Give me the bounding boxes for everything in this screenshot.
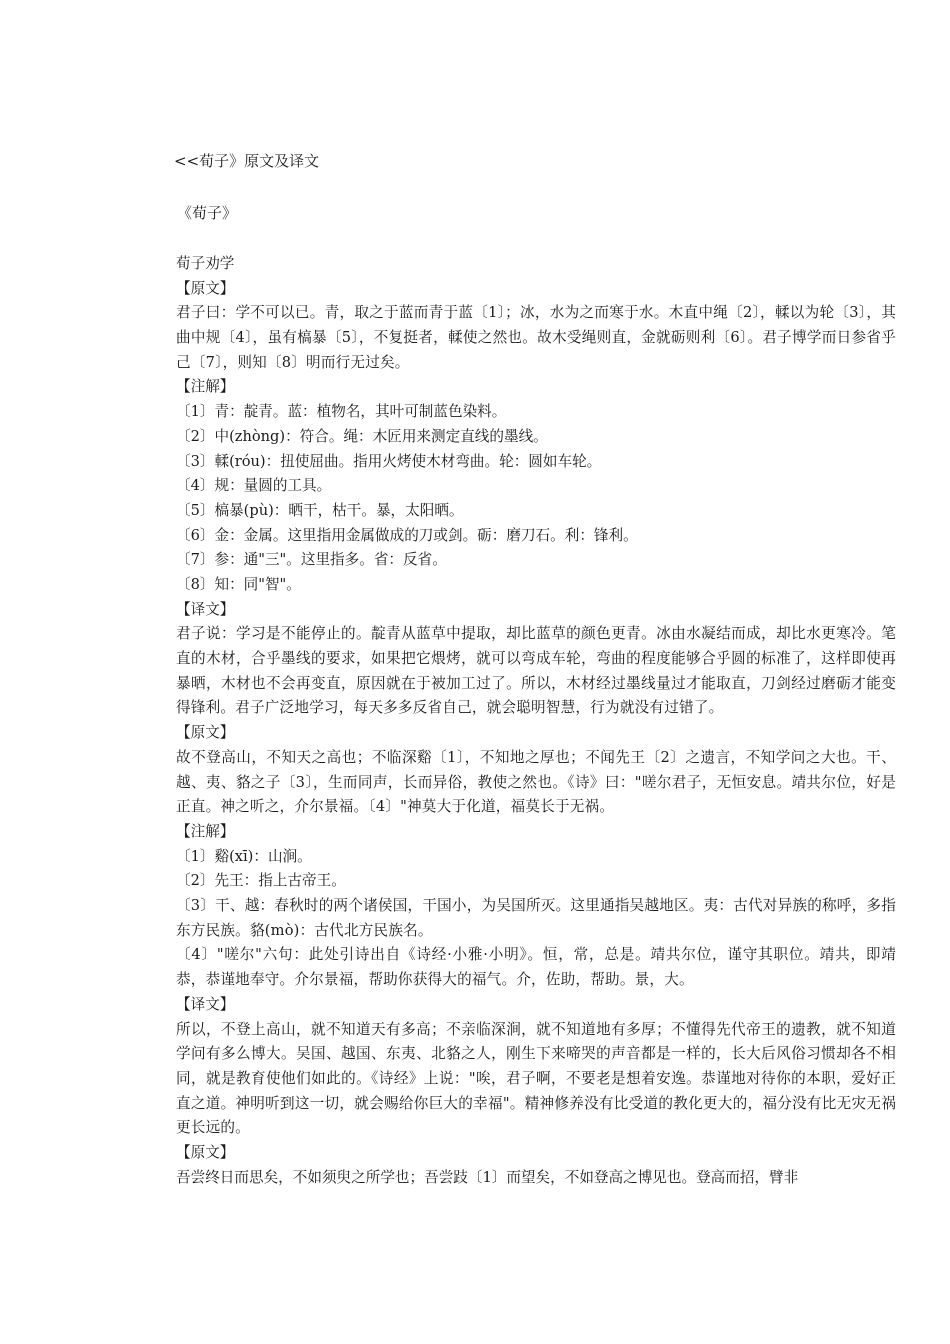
note-item: 〔6〕金：金属。这里指用金属做成的刀或剑。砺：磨刀石。利：锋利。 [176, 526, 638, 544]
original-text-paragraph: 君子曰：学不可以已。青，取之于蓝而青于蓝〔1〕；冰，水为之而寒于水。木直中绳〔2〕，輮以为轮〔3〕，其曲中规〔4〕，虽有槁暴〔5〕，不复挺者，輮使之然也。故木受绳则直，金就砺则利〔6〕。君子博学而日参省乎己〔7〕，则知〔8〕明而行无过矣。 [176, 304, 896, 371]
section-heading-notes: 【注解】 [176, 378, 235, 396]
section-heading-original: 【原文】 [176, 279, 235, 297]
section-heading-translation: 【译文】 [176, 995, 235, 1013]
note-item: 〔3〕干、越：春秋时的两个诸侯国，干国小，为吴国所灭。这里通指吴越地区。夷：古代对异族的称呼，多指东方民族。貉(mò)：古代北方民族名。 [176, 897, 896, 939]
note-item: 〔2〕先王：指上古帝王。 [176, 872, 346, 890]
chapter-title: 荀子劝学 [176, 255, 235, 272]
note-item: 〔2〕中(zhòng)：符合。绳：木匠用来测定直线的墨线。 [176, 427, 548, 445]
original-text-paragraph: 吾尝终日而思矣，不如须臾之所学也；吾尝跂〔1〕而望矣，不如登高之博见也。登高而招，臂非 [176, 1168, 799, 1186]
section-heading-notes: 【注解】 [176, 822, 235, 840]
note-item: 〔4〕"嗟尔"六句：此处引诗出自《诗经·小雅·小明》。恒，常，总是。靖共尔位，谨守其职位。靖共，即靖恭，恭谨地奉守。介尔景福，帮助你获得大的福气。介，佐助，帮助。景，大。 [176, 946, 896, 989]
translation-paragraph: 所以，不登上高山，就不知道天有多高；不亲临深涧，就不知道地有多厚；不懂得先代帝王的遗教，就不知道学问有多么博大。吴国、越国、东夷、北貉之人，刚生下来啼哭的声音都是一样的，长大后风俗习惯却各不相同，就是教育使他们如此的。《诗经》上说："唉，君子啊，不要老是想着安逸。恭谨地对待你的本职，爱好正直之道。神明听到这一切，就会赐给你巨大的幸福"。精神修养没有比受道的教化更大的，福分没有比无灾无祸更长远的。 [176, 1020, 896, 1137]
note-item: 〔1〕青：靛青。蓝：植物名，其叶可制蓝色染料。 [176, 403, 507, 421]
section-heading-original: 【原文】 [176, 724, 235, 742]
note-item: 〔1〕谿(xī)：山涧。 [176, 847, 312, 865]
section-heading-original: 【原文】 [176, 1144, 235, 1162]
note-item: 〔3〕輮(róu)：扭使屈曲。指用火烤使木材弯曲。轮：圆如车轮。 [176, 452, 602, 470]
note-item: 〔4〕规：量圆的工具。 [176, 477, 332, 495]
document-body [176, 252, 896, 1190]
translation-paragraph: 君子说：学习是不能停止的。靛青从蓝草中提取，却比蓝草的颜色更青。冰由水凝结而成，却比水更寒冷。笔直的木材，合乎墨线的要求，如果把它煨烤，就可以弯成车轮，弯曲的程度能够合乎圆的标准了，这样即使再暴晒，木材也不会再变直，原因就在于被加工过了。所以，木材经过墨线量过才能取直，刀剑经过磨砺才能变得锋利。君子广泛地学习，每天多多反省自己，就会聪明智慧，行为就没有过错了。 [176, 625, 896, 717]
note-item: 〔8〕知：同"智"。 [176, 575, 301, 593]
note-item: 〔7〕参：通"三"。这里指多。省：反省。 [176, 551, 447, 569]
section-heading-translation: 【译文】 [176, 600, 235, 618]
book-title: 《荀子》 [177, 204, 238, 222]
document-title: <<荀子》原文及译文 [174, 152, 320, 170]
original-text-paragraph: 故不登高山，不知天之高也；不临深谿〔1〕，不知地之厚也；不闻先王〔2〕之遗言，不知学问之大也。干、越、夷、貉之子〔3〕，生而同声，长而异俗，教使之然也。《诗》曰："嗟尔君子，无恒安息。靖共尔位，好是正直。神之听之，介尔景福。〔4〕"神莫大于化道，福莫长于无祸。 [176, 748, 896, 816]
note-item: 〔5〕槁暴(pù)：晒干，枯干。暴，太阳晒。 [176, 501, 464, 519]
